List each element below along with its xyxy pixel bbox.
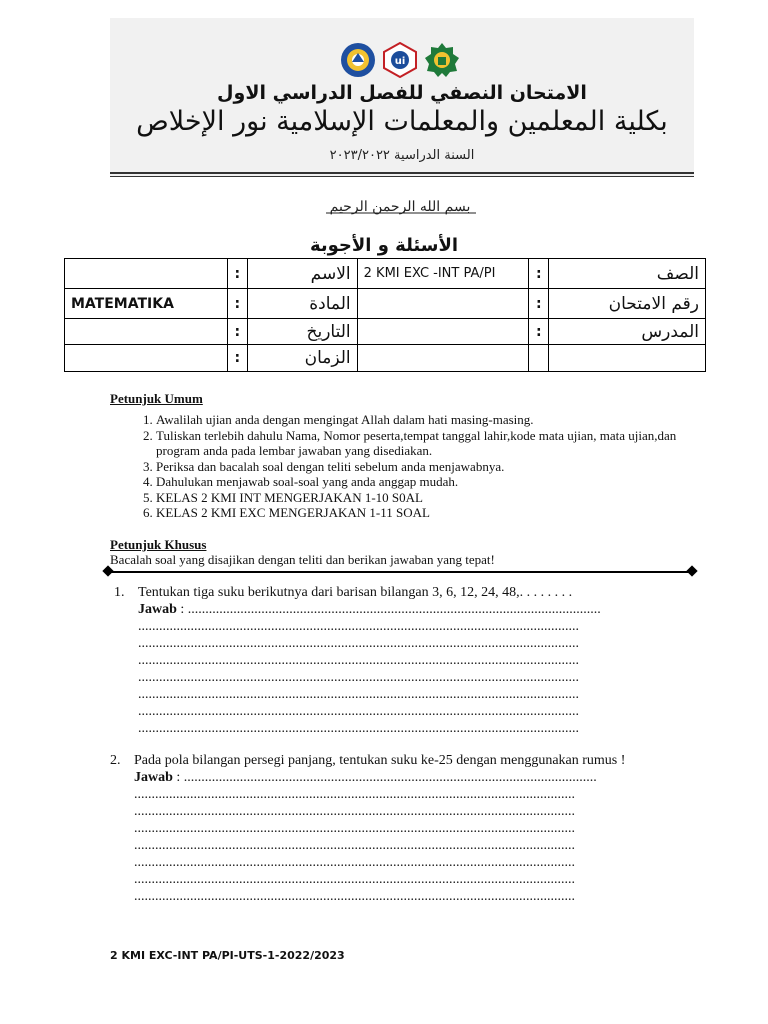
empty-cell [529, 345, 549, 372]
colon: : [529, 259, 549, 289]
answer-space[interactable]: .............................................................................................................................. [138, 721, 579, 736]
exam-number-label: رقم الامتحان [549, 289, 706, 319]
school-logo-icon [382, 42, 418, 78]
answer-line[interactable] [134, 769, 597, 786]
institution-name-arabic: بكلية المعلمين والمعلمات الإسلامية نور الإخلاص [136, 106, 668, 137]
ministry-education-logo-icon [340, 42, 376, 78]
empty-cell [549, 345, 706, 372]
header-rule [110, 172, 694, 174]
question-number: 2. [110, 753, 121, 768]
answer-line[interactable] [138, 601, 601, 618]
colon: : [529, 319, 549, 345]
answer-space[interactable]: .............................................................................................................................. [134, 804, 575, 819]
question-1 [114, 584, 696, 734]
name-label: الاسم [247, 259, 357, 289]
answer-space[interactable]: .............................................................................................................................. [134, 889, 575, 904]
answer-label: Jawab [138, 602, 177, 617]
question-number: 1. [114, 585, 125, 600]
svg-text:ui: ui [394, 56, 406, 67]
time-label: الزمان [247, 345, 357, 372]
teacher-label: المدرس [549, 319, 706, 345]
specific-instructions-text: Bacalah soal yang disajikan dengan teliti dan berikan jawaban yang tepat! [110, 552, 495, 567]
answer-space[interactable]: .............................................................................................................................. [138, 687, 579, 702]
list-item: 4. Dahulukan menjawab soal-soal yang anda anggap mudah. [156, 474, 694, 490]
document-footer: 2 KMI EXC-INT PA/PI-UTS-1-2022/2023 [110, 949, 345, 962]
answer-space[interactable]: .............................................................................................................................. [134, 855, 575, 870]
academic-year-arabic: السنة الدراسية ٢٠٢٣/٢٠٢٢ [329, 148, 475, 163]
class-value: 2 KMI EXC -INT PA/PI [357, 259, 529, 289]
answer-space[interactable]: .............................................................................................................................. [134, 821, 575, 836]
colon: : [227, 259, 247, 289]
answer-space[interactable]: .............................................................................................................................. [138, 653, 579, 668]
answer-space[interactable]: .............................................................................................................................. [134, 838, 575, 853]
subject-value: MATEMATIKA [65, 289, 228, 319]
answer-space[interactable]: .............................................................................................................................. [138, 704, 579, 719]
answer-space[interactable]: .............................................................................................................................. [134, 787, 575, 802]
colon: : [227, 319, 247, 345]
list-item: 6. KELAS 2 KMI EXC MENGERJAKAN 1-11 SOAL [156, 505, 694, 521]
answer-dots: : ...................................................................................................................... [176, 602, 601, 617]
answer-label: Jawab [134, 770, 173, 785]
table-row [65, 345, 706, 372]
divider-end-dot [686, 565, 697, 576]
ministry-religion-logo-icon [424, 42, 460, 78]
question-text: Pada pola bilangan persegi panjang, tentukan suku ke-25 dengan menggunakan rumus ! [134, 753, 626, 768]
svg-text:بسم الله الرحمن الرحيم: بسم الله الرحمن الرحيم [329, 199, 471, 215]
date-label: التاريخ [247, 319, 357, 345]
time-value[interactable] [65, 345, 228, 372]
basmalah-calligraphy [296, 191, 504, 221]
student-info-table [64, 258, 706, 372]
answer-space[interactable]: .............................................................................................................................. [138, 619, 579, 634]
date-value[interactable] [65, 319, 228, 345]
class-label: الصف [549, 259, 706, 289]
answer-space[interactable]: .............................................................................................................................. [134, 872, 575, 887]
answer-dots: : ...................................................................................................................... [172, 770, 597, 785]
list-item: 3. Periksa dan bacalah soal dengan teliti sebelum anda menjawabnya. [156, 459, 694, 475]
list-item: 2. Tuliskan terlebih dahulu Nama, Nomor peserta,tempat tanggal lahir,kode mata ujian, mata ujian,dan program anda pada lembar jawaban yang disediakan. [156, 428, 694, 459]
section-divider [108, 571, 694, 573]
table-row [65, 319, 706, 345]
table-row [65, 289, 706, 319]
colon: : [529, 289, 549, 319]
list-item: 1. Awalilah ujian anda dengan mengingat Allah dalam hati masing-masing. [156, 412, 694, 428]
header-logos [340, 42, 460, 82]
table-row [65, 259, 706, 289]
general-instructions-heading: Petunjuk Umum [110, 391, 203, 406]
exam-title-arabic: الامتحان النصفي للفصل الدراسي الاول [217, 82, 587, 104]
general-instructions-list [134, 412, 694, 521]
subject-label: المادة [247, 289, 357, 319]
answer-space[interactable]: .............................................................................................................................. [138, 636, 579, 651]
name-value[interactable] [65, 259, 228, 289]
exam-number-value[interactable] [357, 289, 529, 319]
header-rule-thin [110, 176, 694, 177]
colon: : [227, 345, 247, 372]
specific-instructions-heading: Petunjuk Khusus [110, 537, 207, 552]
question-2 [110, 752, 696, 904]
list-item: 5. KELAS 2 KMI INT MENGERJAKAN 1-10 S0AL [156, 490, 694, 506]
teacher-value[interactable] [357, 319, 529, 345]
page-title: الأسئلة و الأجوبة [309, 235, 459, 256]
empty-cell [357, 345, 529, 372]
question-text: Tentukan tiga suku berikutnya dari barisan bilangan 3, 6, 12, 24, 48,. . . . . . . . [138, 585, 573, 600]
colon: : [227, 289, 247, 319]
answer-space[interactable]: .............................................................................................................................. [138, 670, 579, 685]
